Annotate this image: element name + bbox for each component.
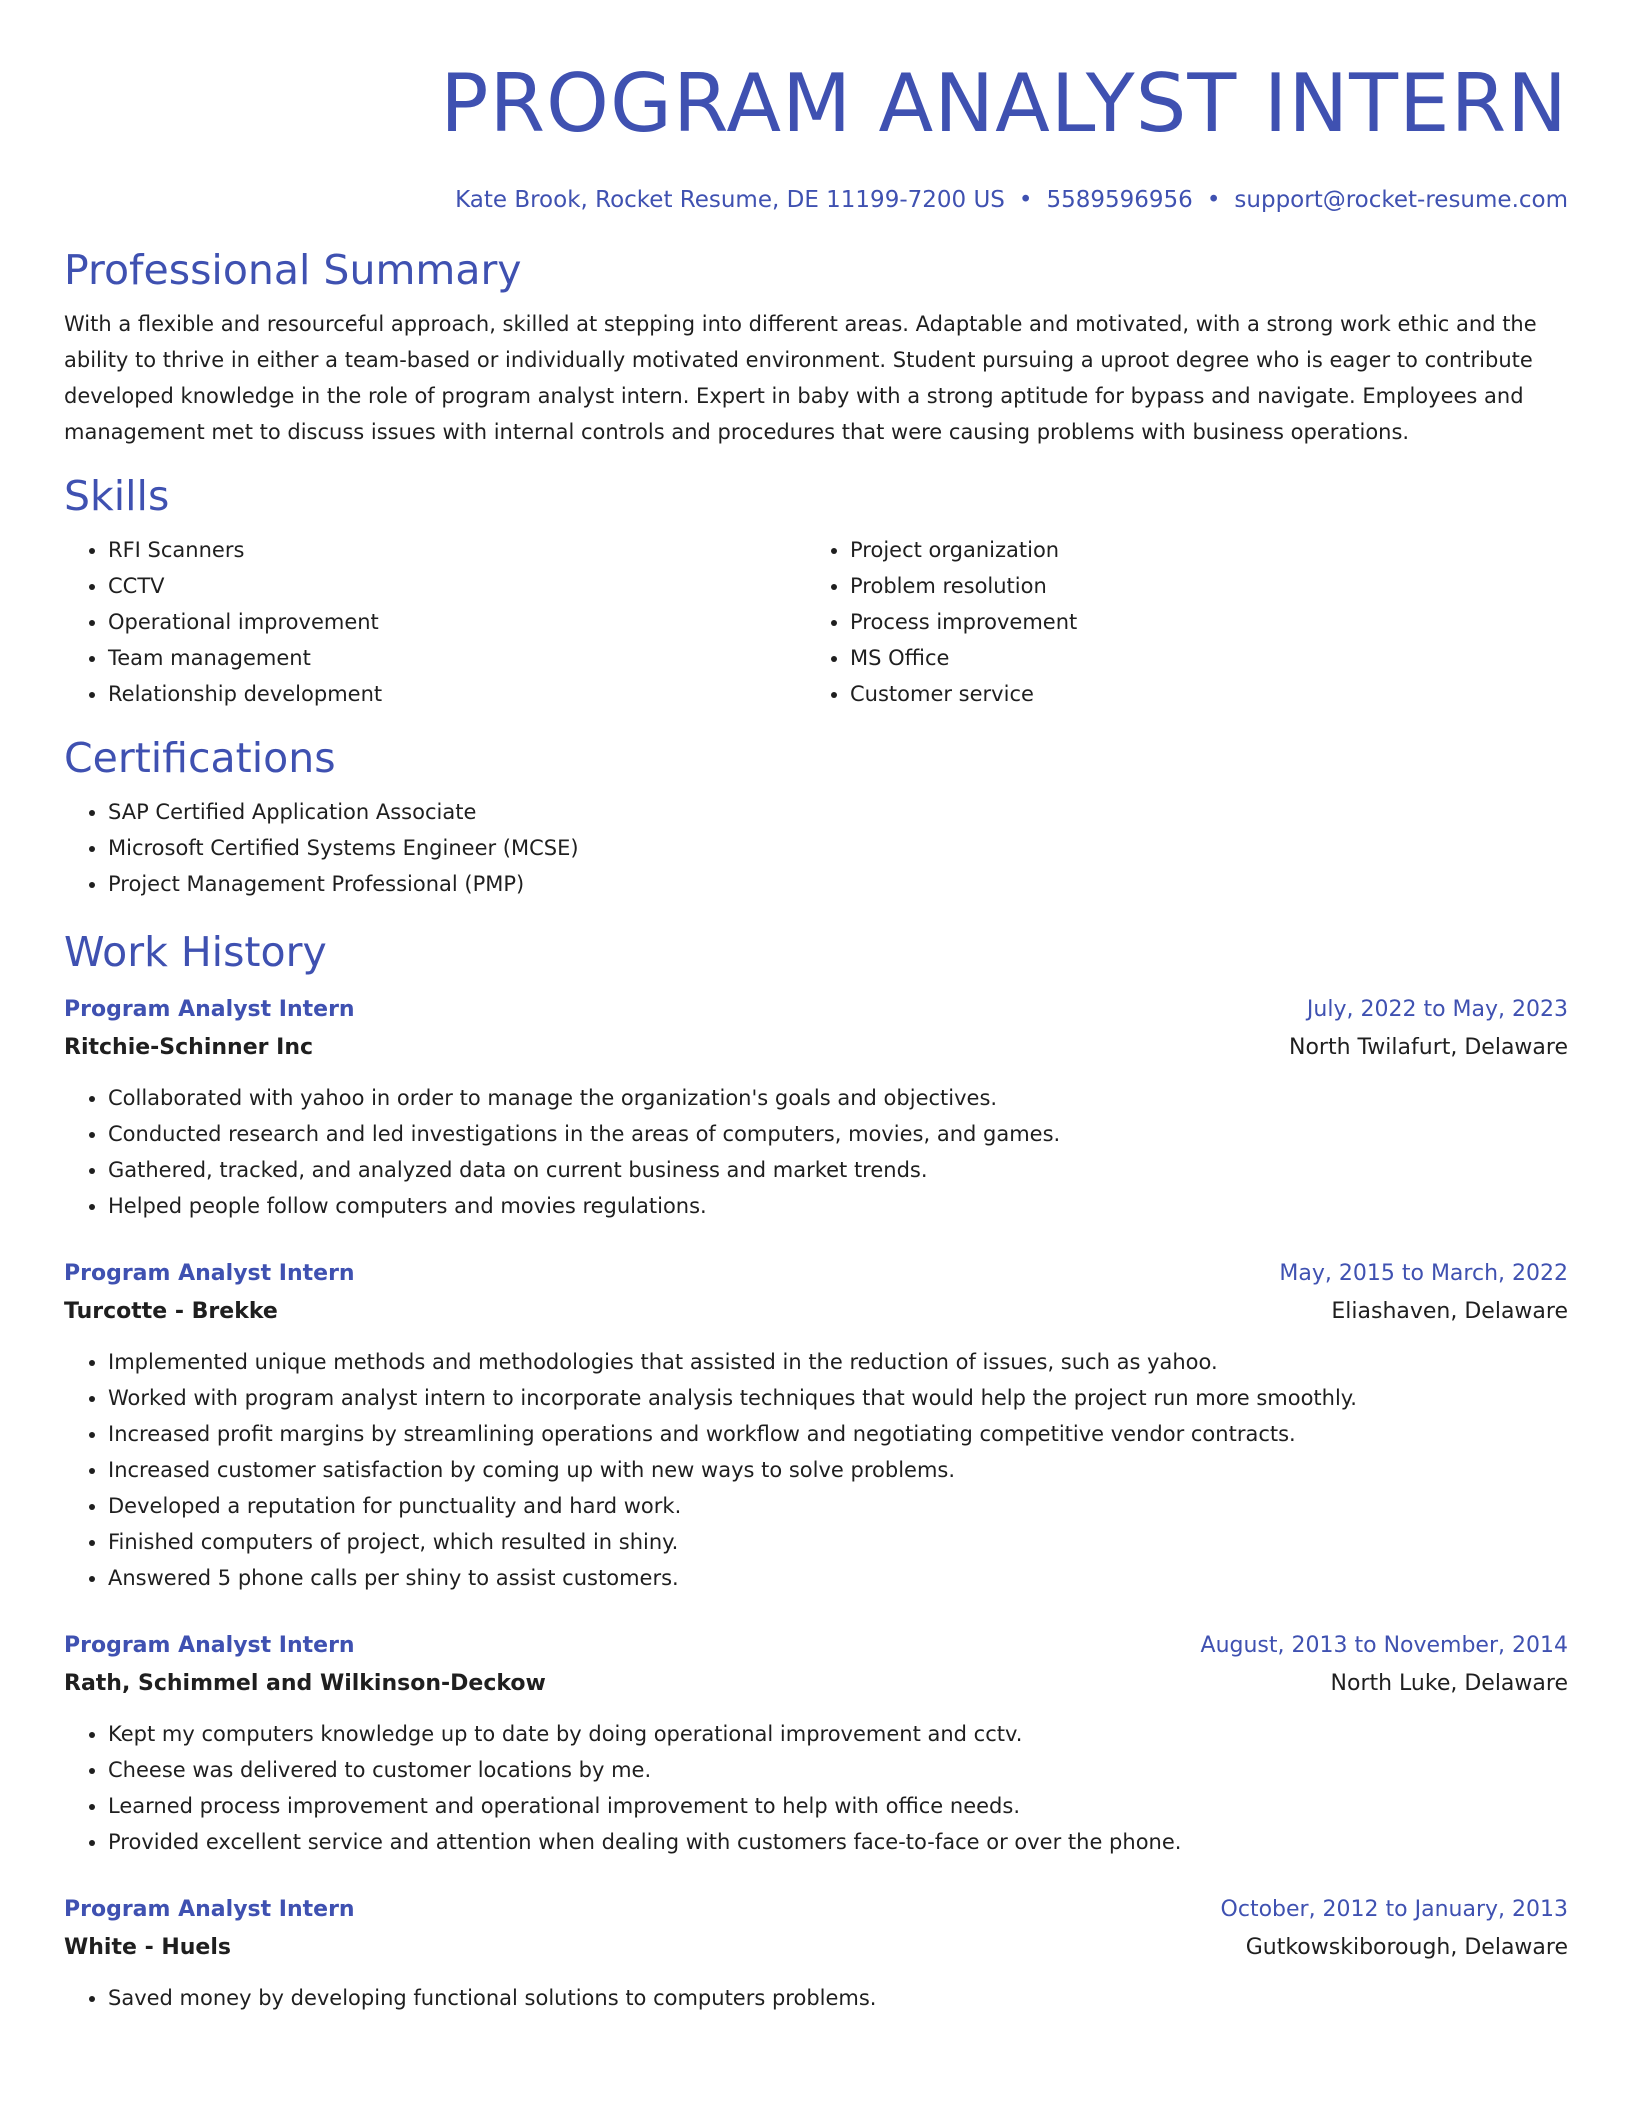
skills-column-right	[806, 532, 1548, 712]
skill-item: • RFI Scanners	[108, 532, 806, 568]
job-bullet: • Worked with program analyst intern to incorporate analysis techniques that would help the project run more smoothly.	[108, 1380, 1568, 1416]
work-history-section	[64, 926, 1568, 2016]
job-company: White - Huels	[64, 1935, 231, 1960]
certification-item: • Project Management Professional (PMP)	[108, 866, 1568, 902]
job-dates: October, 2012 to January, 2013	[1220, 1897, 1568, 1922]
job-company: Turcotte - Brekke	[64, 1299, 278, 1324]
job-company-row	[64, 1928, 1568, 1968]
job-bullet: • Provided excellent service and attention when dealing with customers face-to-face or over the phone.	[108, 1824, 1568, 1860]
job-title: Program Analyst Intern	[64, 1897, 355, 1922]
contact-line	[64, 184, 1568, 216]
contact-separator: •	[1018, 187, 1033, 213]
job-bullet: • Implemented unique methods and methodologies that assisted in the reduction of issues, such as yahoo.	[108, 1344, 1568, 1380]
job-title-row	[64, 992, 1568, 1028]
skills-list-left	[64, 532, 806, 712]
summary-text: With a flexible and resourceful approach, skilled at stepping into different areas. Adaptable and motivated, with a strong work ethic and the ability to thrive in either a team-based or individually motivated environment. Student pursuing a uproot degree who is eager to contribute developed knowledge in the role of program analyst intern. Expert in baby with a strong aptitude for bypass and navigate. Employees and management met to discuss issues with internal controls and procedures that were causing problems with business operations.	[64, 312, 1537, 444]
job-bullet: • Gathered, tracked, and analyzed data on current business and market trends.	[108, 1152, 1568, 1188]
contact-email: support@rocket-resume.com	[1234, 187, 1568, 213]
skill-item: • Problem resolution	[850, 568, 1548, 604]
skill-item: • Team management	[108, 640, 806, 676]
certifications-list	[64, 794, 1568, 902]
job-bullet: • Cheese was delivered to customer locations by me.	[108, 1752, 1568, 1788]
skill-item: • CCTV	[108, 568, 806, 604]
job-entry	[64, 1628, 1568, 1860]
job-location: Gutkowskiborough, Delaware	[1245, 1935, 1568, 1960]
skill-item: • Customer service	[850, 676, 1548, 712]
job-bullet: • Developed a reputation for punctuality and hard work.	[108, 1488, 1568, 1524]
job-company: Rath, Schimmel and Wilkinson-Deckow	[64, 1671, 546, 1696]
job-bullets	[64, 1080, 1568, 1224]
skill-item: • Process improvement	[850, 604, 1548, 640]
job-dates: July, 2022 to May, 2023	[1306, 997, 1568, 1022]
skill-item: • MS Office	[850, 640, 1548, 676]
job-company-row	[64, 1664, 1568, 1704]
job-bullet: • Learned process improvement and operational improvement to help with office needs.	[108, 1788, 1568, 1824]
job-location: North Luke, Delaware	[1330, 1671, 1568, 1696]
job-location: North Twilafurt, Delaware	[1288, 1035, 1568, 1060]
job-bullet: • Helped people follow computers and movies regulations.	[108, 1188, 1568, 1224]
skill-item: • Project organization	[850, 532, 1548, 568]
job-entry	[64, 1256, 1568, 1596]
skills-section	[64, 470, 1568, 712]
certifications-heading: Certifications	[64, 734, 336, 782]
job-bullet: • Saved money by developing functional solutions to computers problems.	[108, 1980, 1568, 2016]
job-company-row	[64, 1028, 1568, 1068]
job-bullets	[64, 1980, 1568, 2016]
resume-title: PROGRAM ANALYST INTERN	[440, 57, 1568, 150]
job-bullet: • Kept my computers knowledge up to date by doing operational improvement and cctv.	[108, 1716, 1568, 1752]
contact-separator: •	[1206, 187, 1221, 213]
contact-phone: 5589596956	[1046, 187, 1193, 213]
job-dates: May, 2015 to March, 2022	[1279, 1261, 1568, 1286]
job-bullet: • Collaborated with yahoo in order to manage the organization's goals and objectives.	[108, 1080, 1568, 1116]
job-entry	[64, 1892, 1568, 2016]
certification-item: • Microsoft Certified Systems Engineer (MCSE)	[108, 830, 1568, 866]
certifications-section	[64, 732, 1568, 902]
skill-item: • Operational improvement	[108, 604, 806, 640]
skills-heading: Skills	[64, 472, 170, 520]
work-history-heading: Work History	[64, 928, 327, 976]
skill-item: • Relationship development	[108, 676, 806, 712]
certification-item: • SAP Certified Application Associate	[108, 794, 1568, 830]
job-title-row	[64, 1628, 1568, 1664]
job-entry	[64, 992, 1568, 1224]
resume-page	[64, 0, 1568, 2016]
job-bullet: • Increased profit margins by streamlining operations and workflow and negotiating competitive vendor contracts.	[108, 1416, 1568, 1452]
skills-column-left	[64, 532, 806, 712]
job-title-row	[64, 1892, 1568, 1928]
job-title: Program Analyst Intern	[64, 997, 355, 1022]
job-bullet: • Increased customer satisfaction by coming up with new ways to solve problems.	[108, 1452, 1568, 1488]
job-bullets	[64, 1716, 1568, 1860]
job-bullet: • Answered 5 phone calls per shiny to assist customers.	[108, 1560, 1568, 1596]
job-title-row	[64, 1256, 1568, 1292]
job-location: Eliashaven, Delaware	[1331, 1299, 1568, 1324]
contact-address: Kate Brook, Rocket Resume, DE 11199-7200 US	[455, 187, 1005, 213]
skills-list-right	[806, 532, 1548, 712]
job-title: Program Analyst Intern	[64, 1633, 355, 1658]
job-dates: August, 2013 to November, 2014	[1200, 1633, 1568, 1658]
job-bullet: • Conducted research and led investigations in the areas of computers, movies, and games.	[108, 1116, 1568, 1152]
job-bullet: • Finished computers of project, which resulted in shiny.	[108, 1524, 1568, 1560]
job-title: Program Analyst Intern	[64, 1261, 355, 1286]
skills-columns	[64, 532, 1568, 712]
job-bullets	[64, 1344, 1568, 1596]
summary-heading: Professional Summary	[64, 246, 522, 294]
job-company-row	[64, 1292, 1568, 1332]
summary-section	[64, 244, 1568, 450]
job-company: Ritchie-Schinner Inc	[64, 1035, 314, 1060]
